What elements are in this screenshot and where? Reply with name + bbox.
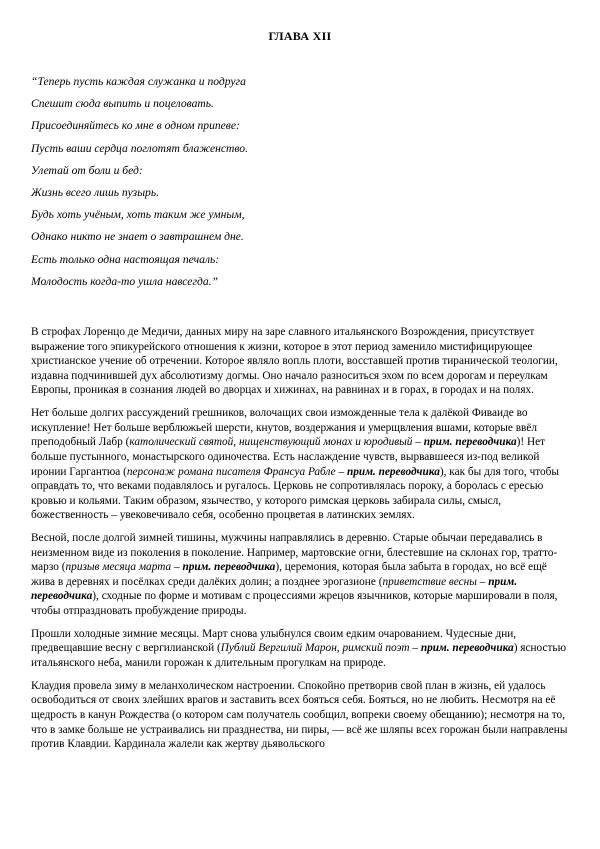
translator-note-label: прим. переводчика (346, 465, 440, 478)
paragraph-4 (31, 627, 571, 671)
chapter-title: ГЛАВА XII (268, 29, 332, 43)
poem-line: Присоединяйтесь ко мне в одном припеве: (31, 119, 240, 133)
poem-epigraph (31, 75, 551, 297)
paragraph-text: Клаудия провела зиму в меланхолическом настроении. Спокойно претворив свой план в жизнь, ей удалось освободиться от своих злейших врагов и заставить всех бояться себя. Бояться, но не любить. Несмотря на её щедрость в канун Рождества (о котором сам получатель сообщил, вопреки своему обещанию); несмотря на то, что в замке больше не устраивались ни празднества, ни пиры, — всё же шляпы всех горожан были направлены против Клавдии. Кардинала жалели как жертву дьявольского (31, 679, 568, 751)
paragraph-2 (31, 406, 571, 523)
paragraph-text: )! Нет больше пустынного, монастырского одиночества. Есть наслаждение чувств, вырвавшееся из-под великой иронии Гаргантюа ( (31, 436, 546, 478)
translator-note: Публий Вергилий Марон, римский поэт – (220, 642, 421, 655)
poem-line: Пусть ваши сердца поглотят блаженство. (31, 141, 248, 155)
translator-note: персонаж романа писателя Франсуа Рабле – (126, 465, 347, 478)
translator-note-label: прим. переводчика (423, 436, 517, 449)
paragraph-text: Нет больше долгих рассуждений грешников, волочащих свои изможденные тела к далёкой Фиваиде во искупление! Нет больше верблюжьей шерсти, кнутов, воздержания и умерщвления вшами, которые ввёл преподобный Лабр ( (31, 407, 538, 449)
translator-note-label: прим. переводчика (31, 575, 518, 603)
paragraph-1 (31, 325, 571, 398)
poem-line: Спешит сюда выпить и поцеловать. (31, 97, 214, 111)
translator-note: призыв месяца марта – (65, 561, 183, 574)
paragraph-text: ), как бы для того, чтобы оправдать то, что веками подавлялось и ругалось. Церковь не сопротивлялась пороку, а боролась с ересью кровью и кольями. Таким образом, язычество, у которого римская церковь забирала силы, смысл, божественность – увековечивало себя, особенно процветая в латинских землях. (31, 465, 560, 522)
translator-note: католический святой, нищенствующий монах и юродивый – (129, 436, 424, 449)
paragraph-text: ), сходные по форме и мотивам с процессиями жрецов язычников, которые маршировали в поля, чтобы отпраздновать пробуждение природы. (31, 590, 558, 618)
paragraph-text: ) ясностью итальянского неба, манили горожан к длительным прогулкам на природе. (31, 642, 567, 670)
poem-line: Жизнь всего лишь пузырь. (31, 185, 160, 199)
poem-line: Однако никто не знает о завтрашнем дне. (31, 230, 244, 244)
poem-line: Молодость когда-то ушла навсегда.” (31, 274, 218, 288)
paragraph-5 (31, 679, 571, 752)
translator-note-label: прим. переводчика (182, 561, 276, 574)
translator-note: приветствие весны – (382, 575, 489, 588)
body-text (31, 325, 571, 760)
paragraph-3 (31, 531, 571, 619)
paragraph-text: Прошли холодные зимние месяцы. Март снова улыбнулся своим едким очарованием. Чудесные дни, предвещавшие весну с вергилианской ( (31, 627, 517, 655)
poem-line: Улетай от боли и бед: (31, 163, 143, 177)
paragraph-text: Весной, после долгой зимней тишины, мужчины направлялись в деревню. Старые обычаи передавались в неизменном виде из поколения в поколение. Например, мартовские огни, блестевшие на склонах гор, тратто-марзо ( (31, 532, 558, 574)
poem-line: Будь хоть учёным, хоть таким же умным, (31, 208, 245, 222)
paragraph-text: В строфах Лоренцо де Медичи, данных миру на заре славного итальянского Возрождения, присутствует выражение того эпикурейского отношения к жизни, которое в этот период заменило мистифицирующее христианское учение об отречении. Которое являло вопль плоти, восставшей против тиранической теологии, издавна подчинившей дух абсолютизму догмы. Оно начало разноситься эхом по всем дорогам и переулкам Европы, проникая в сознания людей во дворцах и хижинах, на равнинах и в горах, в городах и на полях. (31, 326, 558, 397)
poem-line: “Теперь пусть каждая служанка и подруга (31, 75, 246, 88)
poem-line: Есть только одна настоящая печаль: (31, 252, 220, 266)
paragraph-text: ), церемония, которая была забыта в городах, но всё ещё жива в деревнях и посёлках среди далёких долин; а позднее эрогазионе ( (31, 561, 547, 588)
translator-note-label: прим. переводчика (420, 642, 514, 655)
